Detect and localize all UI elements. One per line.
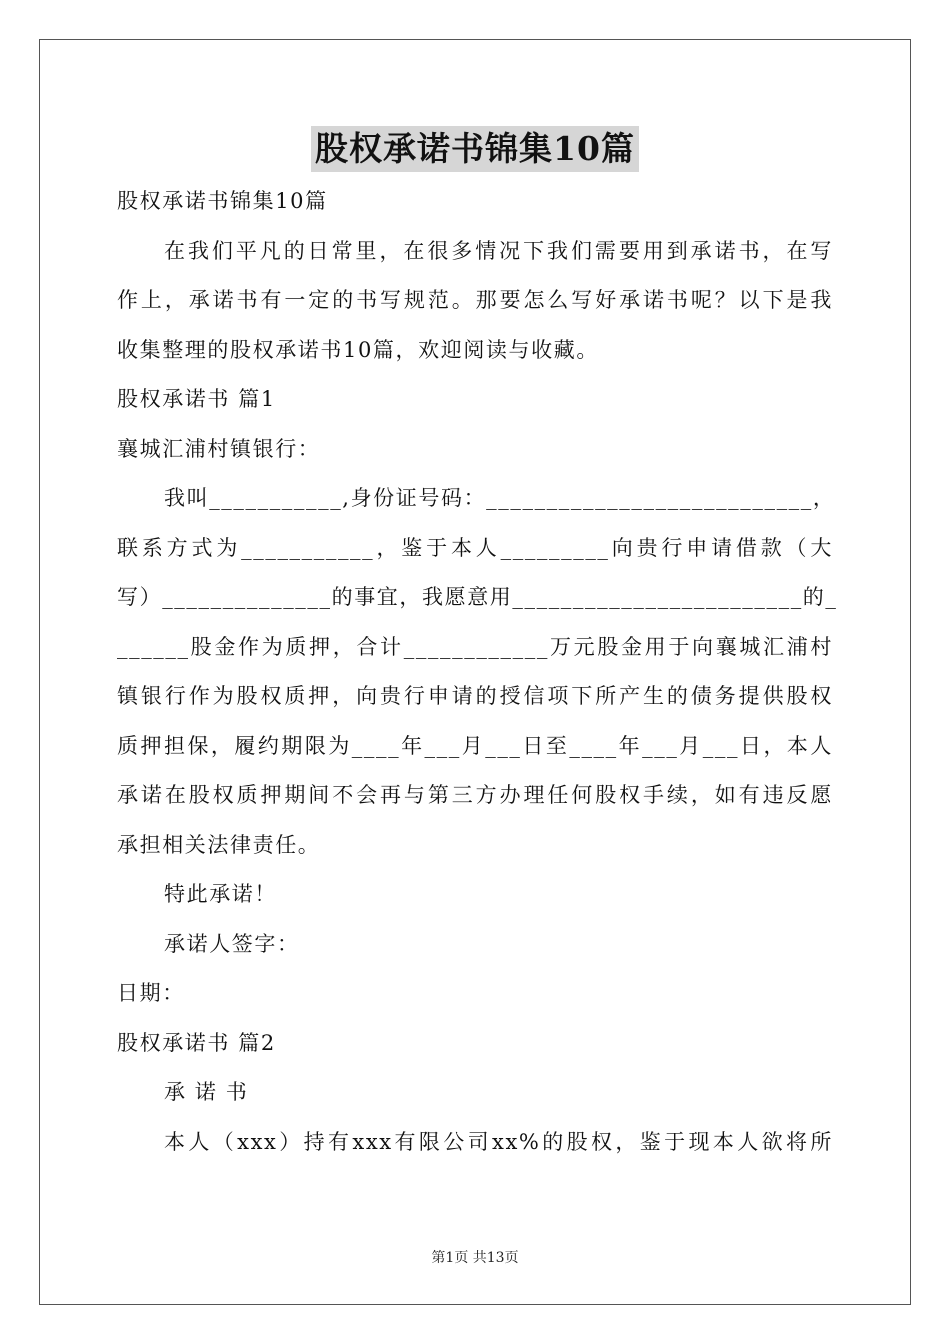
subtitle-line: 股权承诺书锦集10篇 xyxy=(117,189,328,213)
addressee-line: 襄城汇浦村镇银行： xyxy=(117,436,321,461)
intro-line-3: 收集整理的股权承诺书10篇，欢迎阅读与收藏。 xyxy=(117,337,599,362)
document-title-wrap xyxy=(0,126,950,172)
date-line: 日期： xyxy=(117,981,185,1005)
paragraph-line: 联系方式为___________，鉴于本人_________向贵行申请借款（大 xyxy=(117,535,833,560)
intro-line-1: 在我们平凡的日常里，在很多情况下我们需要用到承诺书，在写 xyxy=(164,238,833,263)
closing-line: 特此承诺！ xyxy=(164,882,277,906)
paragraph-line: 承担相关法律责任。 xyxy=(117,832,321,857)
section-heading-2: 股权承诺书 篇2 xyxy=(117,1030,276,1055)
paragraph-line: 质押担保，履约期限为____年___月___日至____年___月___日，本人 xyxy=(117,733,833,758)
page-footer: 第1页 共13页 xyxy=(431,1250,519,1266)
document-body xyxy=(117,177,838,1167)
letter-heading: 承 诺 书 xyxy=(164,1080,249,1104)
paragraph-line: 写）______________的事宜，我愿意用________________________的_ xyxy=(117,585,838,609)
paragraph-line: ______股金作为质押，合计____________万元股金用于向襄城汇浦村 xyxy=(117,634,833,659)
paragraph-line: 我叫___________,身份证号码：___________________________， xyxy=(164,486,836,510)
paragraph-line: 本人（xxx）持有xxx有限公司xx%的股权，鉴于现本人欲将所 xyxy=(164,1129,833,1154)
intro-line-2: 作上，承诺书有一定的书写规范。那要怎么写好承诺书呢？以下是我 xyxy=(117,288,833,312)
signature-line: 承诺人签字： xyxy=(164,931,300,956)
paragraph-line: 承诺在股权质押期间不会再与第三方办理任何股权手续，如有违反愿 xyxy=(117,783,833,807)
section-heading-1: 股权承诺书 篇1 xyxy=(117,387,276,411)
paragraph-line: 镇银行作为股权质押，向贵行申请的授信项下所产生的债务提供股权 xyxy=(117,684,833,708)
document-title: 股权承诺书锦集10篇 xyxy=(311,126,639,172)
